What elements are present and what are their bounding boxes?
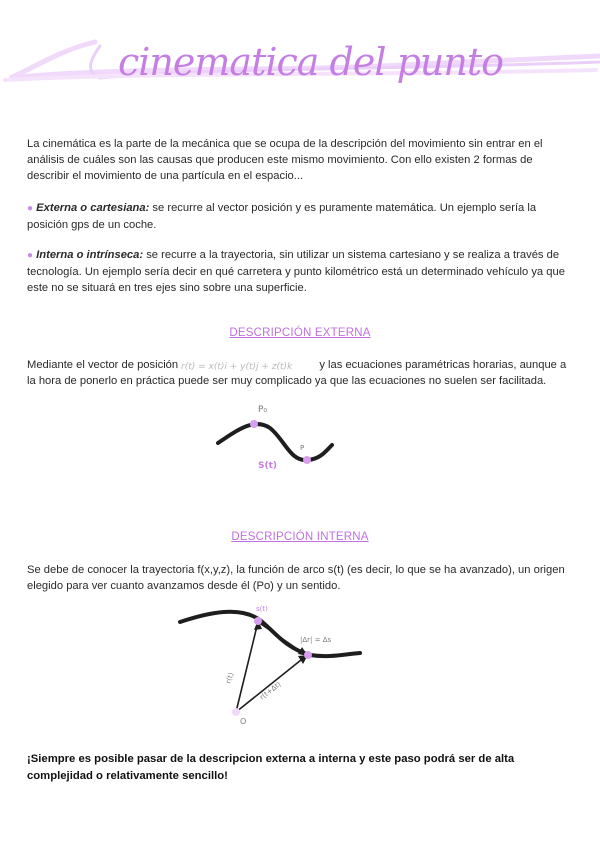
vector-r-t [236,622,258,712]
heading-internal: DESCRIPCIÓN INTERNA [231,531,369,543]
intro-paragraph: La cinemática es la parte de la mecánica que se ocupa de la descripción del movimiento sin entrar en el análisis de cuáles son las causas que producen este mismo movimiento. Con ello existen 2 formas de describir el movimiento de una partícula en el espacio... [27,138,543,182]
bullet-term: Interna o intrínseca: [36,249,144,261]
vector-delta-r [258,622,306,655]
closing-statement: ¡Siempre es posible pasar de la descripcion externa a interna y este paso podrá ser de alta complejidad o relativamente sencillo! [27,753,515,782]
page-title: cinematica del punto [118,40,503,84]
bullet-term: Externa o cartesiana: [36,202,150,214]
bullet-external [27,200,567,233]
bullet-text: se recurre al vector posición y es puramente matemática. Un ejemplo sería la posición gps de un coche. [27,202,537,231]
point-p [304,651,312,659]
bullet-dot-icon: ● [27,203,34,214]
vector-r-t-dt [236,656,306,712]
external-text-before: Mediante el vector de posición [27,359,182,371]
point-p0 [250,420,258,428]
bullet-text: se recurre a la trayectoria, sin utilizar un sistema cartesiano y se realiza a través de tecnología. Un ejemplo sería decir en qué carretera y punto kilométrico está un determinado vehículo ya que este no se situará en tres ejes sino sobre una superficie. [27,249,565,294]
label-right: |Δr| = Δs [300,636,332,644]
position-vector-formula [181,359,316,371]
external-paragraph [27,357,567,389]
label-s: S(t) [258,461,278,471]
bullet-internal [27,247,567,296]
point-p [303,456,311,464]
point-p0 [254,617,262,625]
external-text-after: y las ecuaciones paramétricas horarias, aunque a la hora de ponerlo en práctica puede ser muy complicado ya que las ecuaciones no suelen ser facilitada. [27,359,567,387]
label-left: r(t) [224,671,236,685]
label-p0: P₀ [258,405,268,415]
heading-external: DESCRIPCIÓN EXTERNA [229,327,371,339]
trajectory-curve [180,612,360,656]
label-top: s(t) [256,605,268,613]
label-bottom: r(t+Δt) [258,680,283,702]
internal-trajectory-diagram [170,598,370,728]
point-origin [232,708,240,716]
trajectory-curve [218,424,332,460]
external-trajectory-diagram [200,400,350,480]
label-origin: O [240,717,247,726]
label-p: P [300,444,305,452]
bullet-dot-icon: ● [27,250,34,261]
title-block [0,20,600,100]
formula-text: r(t) = x(t)i + y(t)j + z(t)k [181,362,293,372]
internal-paragraph: Se debe de conocer la trayectoria f(x,y,z), la función de arco s(t) (es decir, lo que se ha avanzado), un origen elegido para ver cuanto avanzamos desde él (Po) y un sentido. [27,564,565,592]
